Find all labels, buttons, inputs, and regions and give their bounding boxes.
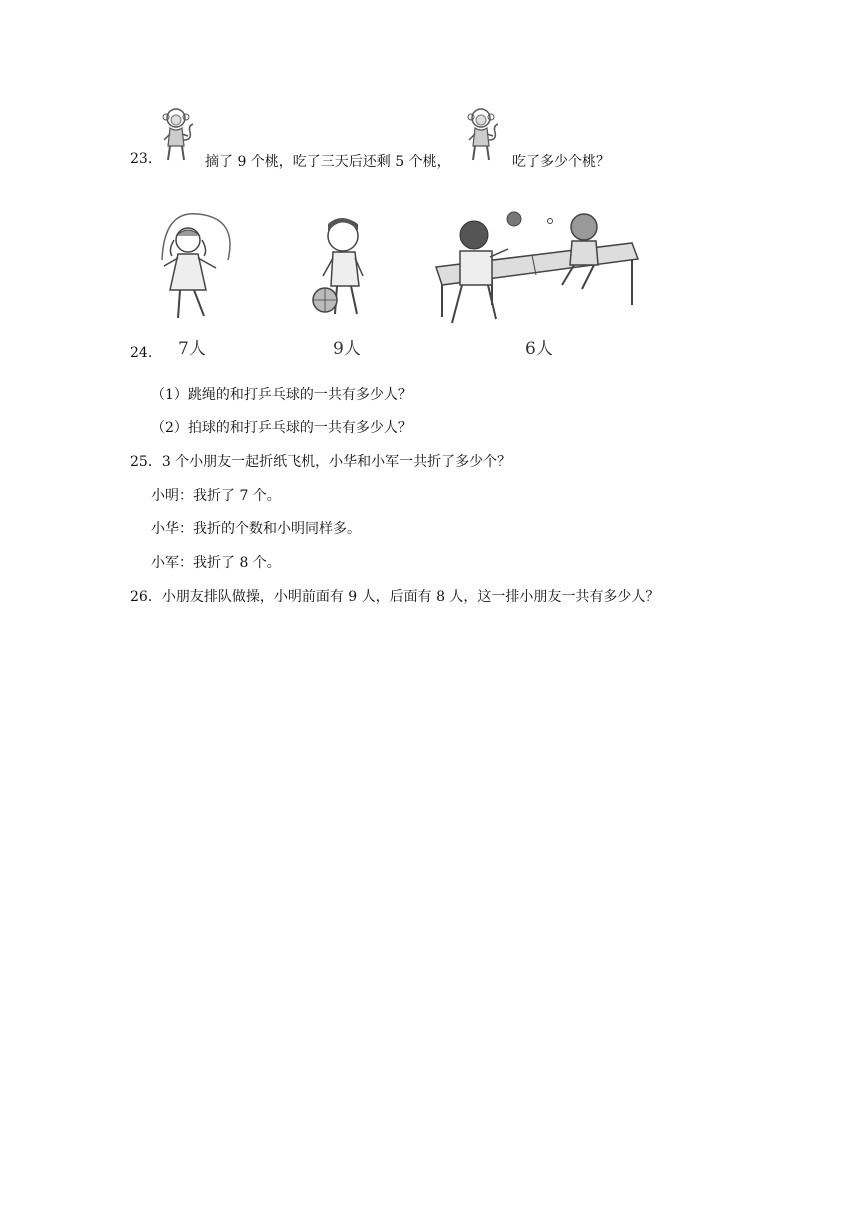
q23-number: 23. (130, 151, 153, 167)
q25-dialog-xiaoming: 小明：我折了 7 个。 (151, 488, 281, 504)
q23-text-part2: 吃了多少个桃？ (512, 154, 610, 170)
q26-question: 26．小朋友排队做操，小明前面有 9 人，后面有 8 人，这一排小朋友一共有多少人？ (130, 589, 660, 605)
q24-sub-question-1: （1）跳绳的和打乒乓球的一共有多少人？ (151, 387, 412, 403)
q24-caption-1: 7人 (178, 339, 206, 359)
q23-text-part1: 摘了 9 个桃，吃了三天后还剩 5 个桃， (205, 154, 451, 170)
q25-dialog-xiaojun: 小军：我折了 8 个。 (151, 555, 281, 571)
q24-caption-3: 6人 (525, 339, 553, 359)
q25-question: 25．3 个小朋友一起折纸飞机，小华和小军一共折了多少个？ (130, 454, 512, 470)
table-tennis-icon (432, 205, 642, 335)
q24-number: 24. (130, 345, 153, 361)
monkey-icon (160, 106, 194, 166)
girl-jump-rope-icon (150, 210, 240, 330)
boy-bouncing-ball-icon (305, 210, 385, 325)
q24-sub-question-2: （2）拍球的和打乒乓球的一共有多少人？ (151, 420, 412, 436)
q25-dialog-xiaohua: 小华：我折的个数和小明同样多。 (151, 521, 361, 537)
monkey-icon (465, 106, 499, 166)
q24-caption-2: 9人 (333, 339, 361, 359)
